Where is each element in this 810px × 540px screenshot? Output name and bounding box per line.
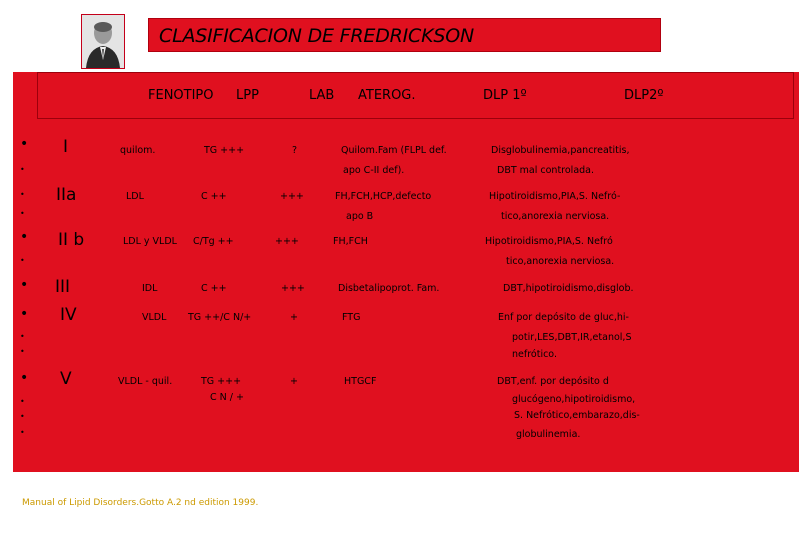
row-iib-aterog: +++	[275, 236, 299, 247]
row-iv-dlp2-line3: nefrótico.	[512, 349, 557, 360]
row-iv-dlp2-line1: Enf por depósito de gluc,hi-	[498, 312, 629, 323]
row-type-iia: IIa	[56, 185, 77, 205]
header-fenotipo: FENOTIPO	[148, 88, 214, 103]
row-i-dlp2-line2: DBT mal controlada.	[497, 165, 595, 176]
bullet-marker: •	[20, 209, 25, 218]
row-iib-lpp: LDL y VLDL	[123, 236, 177, 247]
bullet-marker: •	[20, 428, 25, 437]
row-iia-aterog: +++	[280, 191, 304, 202]
row-iia-dlp1-line1: FH,FCH,HCP,defecto	[335, 191, 432, 202]
bullet-marker: •	[20, 256, 25, 265]
row-iv-lab: TG ++/C N/+	[188, 312, 252, 323]
bullet-marker: •	[20, 347, 25, 356]
row-iv-dlp1-line1: FTG	[342, 312, 361, 323]
row-iib-lab: C/Tg ++	[193, 236, 234, 247]
title-banner	[148, 18, 661, 52]
row-i-lab: TG +++	[204, 145, 245, 156]
header-aterog: ATEROG.	[358, 88, 416, 103]
bullet-marker: •	[20, 332, 25, 341]
header-lab: LAB	[309, 88, 335, 103]
row-iia-dlp2-line2: tico,anorexia nerviosa.	[501, 211, 610, 222]
row-type-iv: IV	[60, 305, 77, 325]
bullet-marker: •	[20, 277, 29, 293]
row-iia-lpp: LDL	[126, 191, 144, 202]
row-iii-dlp1-line1: Disbetalipoprot. Fam.	[338, 283, 440, 294]
row-type-iib: II b	[58, 230, 85, 250]
row-v-dlp2-line4: globulinemia.	[516, 429, 581, 440]
header-dlp2: DLP2º	[624, 88, 664, 103]
row-iii-lpp: IDL	[142, 283, 158, 294]
row-v-dlp2-line3: S. Nefrótico,embarazo,dis-	[514, 410, 640, 421]
table-header	[37, 72, 794, 119]
classification-table	[13, 72, 799, 472]
row-iii-lab: C ++	[201, 283, 227, 294]
row-type-v: V	[60, 369, 72, 389]
bullet-marker: •	[20, 190, 25, 199]
header-lpp: LPP	[236, 88, 259, 103]
row-v-dlp1-line1: HTGCF	[344, 376, 377, 387]
row-iv-lpp: VLDL	[142, 312, 167, 323]
row-iib-dlp2-line2: tico,anorexia nerviosa.	[506, 256, 615, 267]
row-v-dlp2-line1: DBT,enf. por depósito d	[497, 376, 609, 387]
bullet-marker: •	[20, 136, 29, 152]
row-iv-dlp2-line2: potir,LES,DBT,IR,etanol,S	[512, 332, 632, 343]
bullet-marker: •	[20, 229, 29, 245]
bullet-marker: •	[20, 412, 25, 421]
bullet-marker: •	[20, 370, 29, 386]
row-iii-aterog: +++	[281, 283, 305, 294]
row-v-lab-line1: TG +++	[201, 376, 242, 387]
row-i-dlp1-line1: Quilom.Fam (FLPL def.	[341, 145, 447, 156]
bullet-marker: •	[20, 165, 25, 174]
row-iii-dlp2-line1: DBT,hipotiroidismo,disglob.	[503, 283, 634, 294]
row-iia-dlp2-line1: Hipotiroidismo,PIA,S. Nefró-	[489, 191, 621, 202]
row-i-dlp1-line2: apo C-II def).	[343, 165, 405, 176]
row-i-dlp2-line1: Disglobulinemia,pancreatitis,	[491, 145, 630, 156]
row-i-aterog: ?	[292, 145, 298, 156]
bullet-marker: •	[20, 397, 25, 406]
source-citation: Manual of Lipid Disorders.Gotto A.2 nd edition 1999.	[22, 498, 259, 508]
row-v-dlp2-line2: glucógeno,hipotiroidismo,	[512, 394, 636, 405]
row-iia-lab: C ++	[201, 191, 227, 202]
row-v-aterog: +	[290, 376, 298, 387]
row-type-iii: III	[55, 277, 71, 297]
row-iib-dlp1-line1: FH,FCH	[333, 236, 368, 247]
row-v-lpp: VLDL - quil.	[118, 376, 173, 387]
row-v-lab-line2: C N / +	[210, 392, 244, 403]
row-type-i: I	[63, 137, 69, 157]
row-i-lpp: quilom.	[120, 145, 156, 156]
row-iib-dlp2-line1: Hipotiroidismo,PIA,S. Nefró	[485, 236, 613, 247]
header-dlp1: DLP 1º	[483, 88, 527, 103]
bullet-marker: •	[20, 306, 29, 322]
row-iv-aterog: +	[290, 312, 298, 323]
portrait-photo-icon	[81, 14, 125, 69]
page-title: CLASIFICACION DE FREDRICKSON	[159, 25, 474, 47]
row-iia-dlp1-line2: apo B	[346, 211, 374, 222]
